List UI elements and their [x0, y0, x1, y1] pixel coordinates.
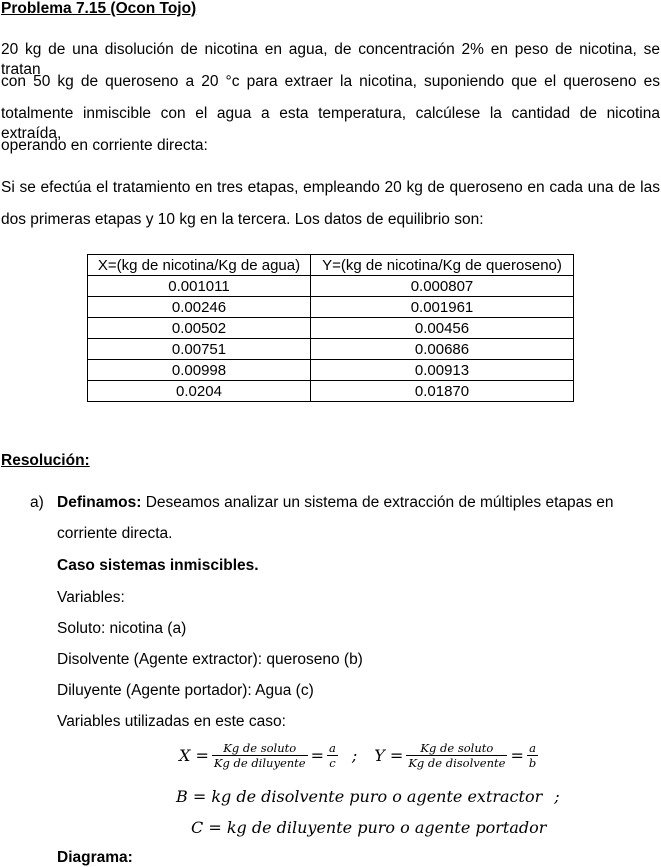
y-denominator: Kg de disolvente [408, 756, 506, 770]
table-cell-y: 0.001961 [311, 297, 574, 318]
y-lhs: Y = [374, 746, 404, 765]
table-cell-x: 0.00246 [88, 297, 311, 318]
table-cell-y: 0.000807 [311, 276, 574, 297]
b-denominator: b [528, 756, 537, 770]
item-a-line-1-rest: Deseamos analizar un sistema de extracción de múltiples etapas en [141, 494, 614, 511]
equilibrium-table [87, 254, 574, 402]
problem-line-2: con 50 kg de queroseno a 20 °c para extraer la nicotina, suponiendo que el queroseno es [1, 73, 660, 90]
table-header-row [88, 255, 574, 276]
table-row [88, 360, 574, 381]
x-numerator: Kg de soluto [212, 741, 308, 756]
a-numerator: a [329, 741, 336, 755]
ab-fraction [527, 741, 538, 770]
x-equals: = [310, 746, 324, 765]
y-equals: = [510, 746, 524, 765]
table-row [88, 276, 574, 297]
b-definition [176, 787, 560, 806]
y-fraction [406, 741, 507, 770]
item-a-line-1 [57, 494, 614, 512]
table-cell-y: 0.00913 [311, 360, 574, 381]
table-cell-x: 0.00751 [88, 339, 311, 360]
stage-line-1: Si se efectúa el tratamiento en tres etapas, empleando 20 kg de queroseno en cada una de las [1, 179, 660, 196]
item-a-lead: Definamos: [57, 494, 142, 511]
b-definition-text: B = kg de disolvente puro o agente extractor [176, 787, 543, 806]
x-fraction [212, 741, 308, 770]
resolucion-heading: Resolución: [1, 452, 90, 469]
table-row [88, 381, 574, 402]
variables-utilizadas-line: Variables utilizadas en este caso: [57, 713, 286, 730]
y-numerator: Kg de soluto [406, 741, 507, 756]
c-denominator: c [329, 756, 336, 770]
x-denominator: Kg de diluyente [213, 756, 306, 770]
variables-label: Variables: [57, 589, 125, 606]
table-row [88, 339, 574, 360]
problem-line-4: operando en corriente directa: [1, 137, 208, 154]
soluto-line: Soluto: nicotina (a) [57, 620, 187, 637]
item-a-line-2: corriente directa. [57, 525, 173, 542]
item-a-letter: a) [30, 494, 44, 511]
diagrama-label: Diagrama: [57, 849, 133, 866]
diluyente-line: Diluyente (Agente portador): Agua (c) [57, 682, 314, 699]
problem-title: Problema 7.15 (Ocon Tojo) [1, 0, 197, 17]
a-numerator: a [527, 741, 538, 756]
c-definition: C = kg de diluyente puro o agente portador [191, 818, 547, 837]
ratio-formulas [176, 741, 538, 770]
table-cell-y: 0.01870 [311, 381, 574, 402]
x-lhs: X = [179, 746, 209, 765]
formula-separator: ; [351, 746, 358, 765]
table-cell-y: 0.00456 [311, 318, 574, 339]
case-label: Caso sistemas inmiscibles. [57, 557, 259, 574]
table-row [88, 318, 574, 339]
table-header-y: Y=(kg de nicotina/Kg de queroseno) [311, 255, 574, 276]
table-cell-x: 0.00998 [88, 360, 311, 381]
problem-line-3: totalmente inmiscible con el agua a esta temperatura, calcúlese la cantidad de nicotina extraída, [1, 105, 660, 142]
b-definition-separator: ; [554, 787, 560, 806]
ac-fraction [327, 741, 338, 770]
problem-line-1: 20 kg de una disolución de nicotina en agua, de concentración 2% en peso de nicotina, se tratan [1, 41, 660, 78]
disolvente-line: Disolvente (Agente extractor): queroseno (b) [57, 651, 363, 668]
stage-line-2: dos primeras etapas y 10 kg en la tercera. Los datos de equilibrio son: [1, 211, 484, 228]
table-header-x: X=(kg de nicotina/Kg de agua) [88, 255, 311, 276]
table-row [88, 297, 574, 318]
table-cell-y: 0.00686 [311, 339, 574, 360]
table-cell-x: 0.00502 [88, 318, 311, 339]
table-cell-x: 0.001011 [88, 276, 311, 297]
table-cell-x: 0.0204 [88, 381, 311, 402]
